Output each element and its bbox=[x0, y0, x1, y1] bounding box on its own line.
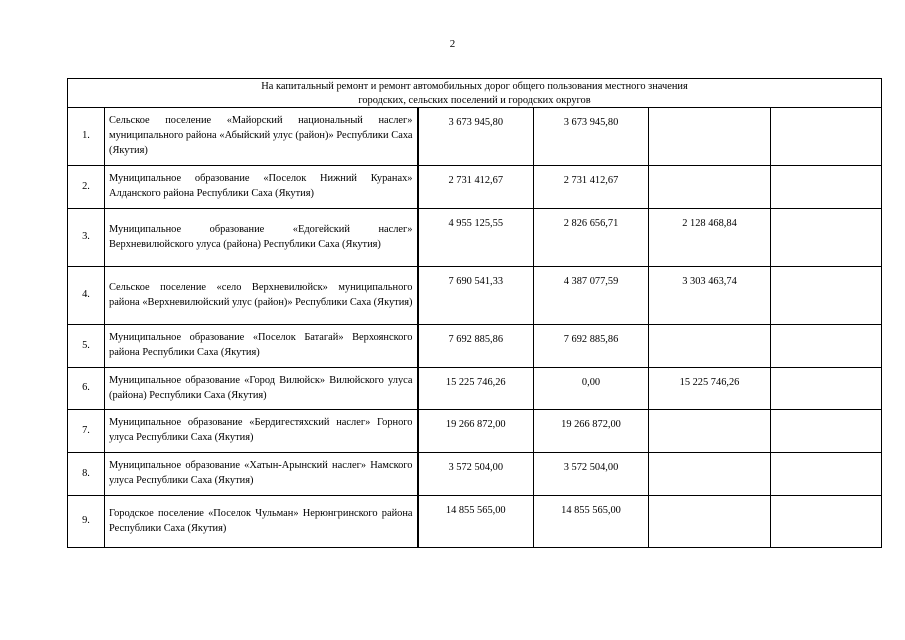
amount-column-c bbox=[771, 325, 882, 368]
amount-column-c bbox=[771, 410, 882, 453]
amount-column-b: 3 303 463,74 bbox=[649, 267, 771, 325]
row-number: 4. bbox=[68, 267, 105, 325]
amount-total: 3 673 945,80 bbox=[418, 108, 534, 166]
amount-column-b: 2 128 468,84 bbox=[649, 209, 771, 267]
row-number: 9. bbox=[68, 496, 105, 548]
amount-column-b bbox=[649, 496, 771, 548]
amount-column-c bbox=[771, 267, 882, 325]
amount-column-a: 3 673 945,80 bbox=[534, 108, 649, 166]
section-header-line-2: городских, сельских поселений и городских округов bbox=[358, 94, 591, 106]
municipality-name: Муниципальное образование «Поселок Батагай» Верхоянского района Республики Саха (Якутия) bbox=[105, 325, 418, 368]
section-header bbox=[68, 79, 882, 108]
table-row bbox=[68, 325, 882, 368]
amount-column-c bbox=[771, 496, 882, 548]
municipality-name: Муниципальное образование «Хатын-Арынский наслег» Намского улуса Республики Саха (Якутия) bbox=[105, 453, 418, 496]
row-number: 5. bbox=[68, 325, 105, 368]
amount-column-a: 3 572 504,00 bbox=[534, 453, 649, 496]
table-row bbox=[68, 267, 882, 325]
row-number: 1. bbox=[68, 108, 105, 166]
row-number: 7. bbox=[68, 410, 105, 453]
amount-column-a: 19 266 872,00 bbox=[534, 410, 649, 453]
amount-column-b bbox=[649, 453, 771, 496]
municipality-name: Муниципальное образование «Едогейский наслег» Верхневилюйского улуса (района) Республики Саха (Якутия) bbox=[105, 209, 418, 267]
municipality-name: Сельское поселение «село Верхневилюйск» муниципального района «Верхневилюйский улус (район)» Республики Саха (Якутия) bbox=[105, 267, 418, 325]
amount-total: 14 855 565,00 bbox=[418, 496, 534, 548]
row-number: 2. bbox=[68, 166, 105, 209]
amount-total: 3 572 504,00 bbox=[418, 453, 534, 496]
amount-column-a: 0,00 bbox=[534, 368, 649, 410]
section-header-line-1: На капитальный ремонт и ремонт автомобильных дорог общего пользования местного значения bbox=[261, 81, 688, 92]
section-header-row bbox=[68, 79, 882, 108]
amount-total: 15 225 746,26 bbox=[418, 368, 534, 410]
municipality-name: Муниципальное образование «Бердигестяхский наслег» Горного улуса Республики Саха (Якутия) bbox=[105, 410, 418, 453]
table-row bbox=[68, 410, 882, 453]
funding-table bbox=[67, 78, 882, 548]
table-row bbox=[68, 209, 882, 267]
amount-total: 19 266 872,00 bbox=[418, 410, 534, 453]
amount-column-b: 15 225 746,26 bbox=[649, 368, 771, 410]
table-row bbox=[68, 108, 882, 166]
amount-column-c bbox=[771, 166, 882, 209]
row-number: 6. bbox=[68, 368, 105, 410]
amount-column-b bbox=[649, 325, 771, 368]
amount-column-c bbox=[771, 368, 882, 410]
amount-total: 2 731 412,67 bbox=[418, 166, 534, 209]
amount-column-a: 2 826 656,71 bbox=[534, 209, 649, 267]
table-row bbox=[68, 368, 882, 410]
amount-total: 7 692 885,86 bbox=[418, 325, 534, 368]
municipality-name: Муниципальное образование «Поселок Нижний Куранах» Алданского района Республики Саха (Якутия) bbox=[105, 166, 418, 209]
page-number: 2 bbox=[449, 38, 456, 50]
row-number: 8. bbox=[68, 453, 105, 496]
amount-column-b bbox=[649, 166, 771, 209]
amount-column-b bbox=[649, 108, 771, 166]
table-row bbox=[68, 496, 882, 548]
municipality-name: Городское поселение «Поселок Чульман» Нерюнгринского района Республики Саха (Якутия) bbox=[105, 496, 418, 548]
amount-column-c bbox=[771, 209, 882, 267]
row-number: 3. bbox=[68, 209, 105, 267]
amount-total: 4 955 125,55 bbox=[418, 209, 534, 267]
municipality-name: Муниципальное образование «Город Вилюйск» Вилюйского улуса (района) Республики Саха (Якутия) bbox=[105, 368, 418, 410]
table-row bbox=[68, 166, 882, 209]
amount-column-a: 4 387 077,59 bbox=[534, 267, 649, 325]
table-row bbox=[68, 453, 882, 496]
amount-column-a: 7 692 885,86 bbox=[534, 325, 649, 368]
amount-column-a: 14 855 565,00 bbox=[534, 496, 649, 548]
amount-total: 7 690 541,33 bbox=[418, 267, 534, 325]
amount-column-c bbox=[771, 453, 882, 496]
amount-column-b bbox=[649, 410, 771, 453]
amount-column-a: 2 731 412,67 bbox=[534, 166, 649, 209]
amount-column-c bbox=[771, 108, 882, 166]
municipality-name: Сельское поселение «Майорский национальный наслег» муниципального района «Абыйский улус (район)» Республики Саха (Якутия) bbox=[105, 108, 418, 166]
